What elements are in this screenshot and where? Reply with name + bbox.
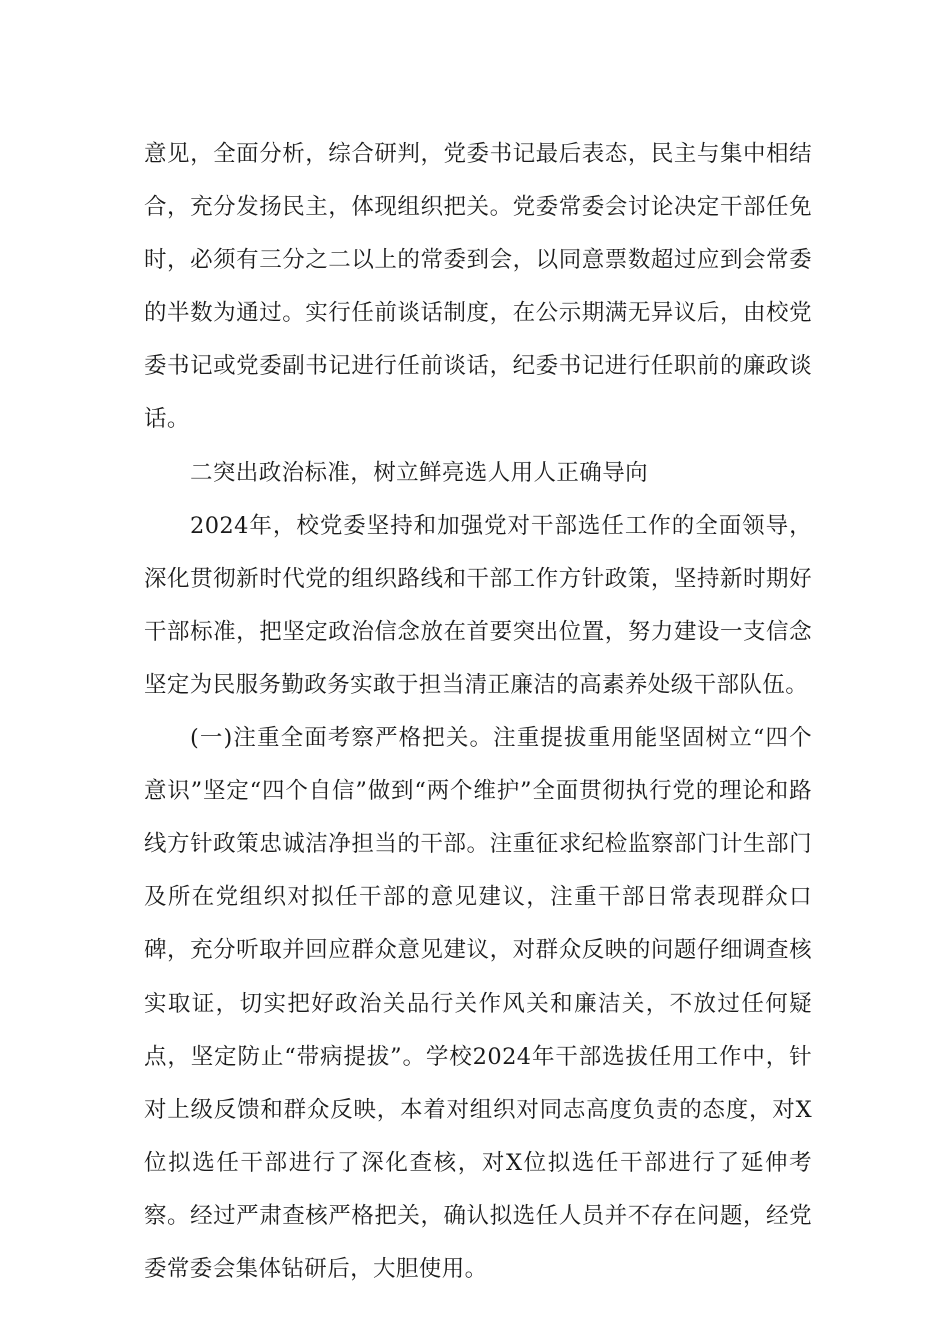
paragraph-continued: 意见，全面分析，综合研判，党委书记最后表态，民主与集中相结合，充分发扬民主，体现组织把关。党委常委会讨论决定干部任免时，必须有三分之二以上的常委到会，以同意票数超过应到会常委的半数为通过。实行任前谈话制度，在公示期满无异议后，由校党委书记或党委副书记进行任前谈话，纪委书记进行任职前的廉政谈话。 (144, 141, 812, 433)
paragraph-overview: 2024年，校党委坚持和加强党对干部选任工作的全面领导，深化贯彻新时代党的组织路线和干部工作方针政策，坚持新时期好干部标准，把坚定政治信念放在首要突出位置，努力建设一支信念坚定为民服务勤政务实敢于担当清正廉洁的高素养处级干部队伍。 (144, 512, 812, 698)
paragraph-subsection-1: (一)注重全面考察严格把关。注重提拔重用能坚固树立“四个意识”坚定“四个自信”做到“两个维护”全面贯彻执行党的理论和路线方针政策忠诚洁净担当的干部。注重征求纪检监察部门计生部门及所在党组织对拟任干部的意见建议，注重干部日常表现群众口碑，充分听取并回应群众意见建议，对群众反映的问题仔细调查核实取证，切实把好政治关品行关作风关和廉洁关，不放过任何疑点，坚定防止“带病提拔”。学校2024年干部选拔任用工作中，针对上级反馈和群众反映，本着对组织对同志高度负责的态度，对X位拟选任干部进行了深化查核，对X位拟选任干部进行了延伸考察。经过严肃查核严格把关，确认拟选任人员并不存在问题，经党委常委会集体钻研后，大胆使用。 (144, 725, 812, 1282)
section-heading: 二突出政治标准，树立鲜亮选人用人正确导向 (190, 459, 649, 486)
document-body (144, 128, 812, 1296)
